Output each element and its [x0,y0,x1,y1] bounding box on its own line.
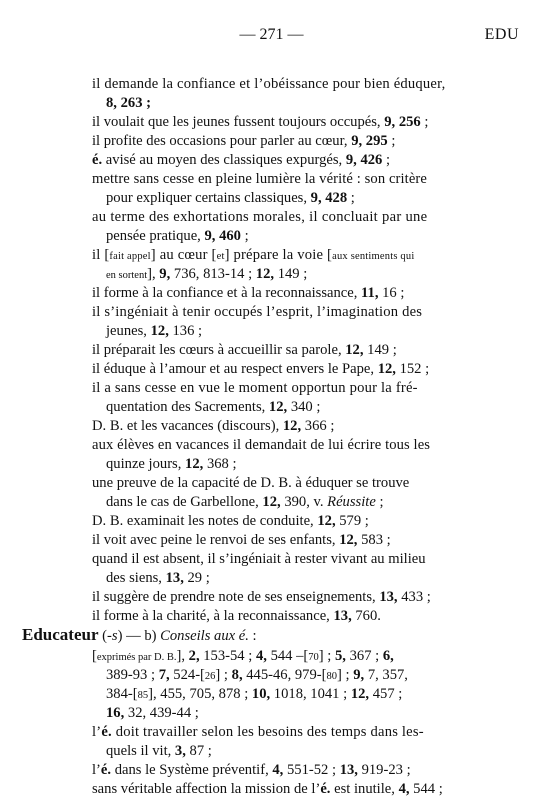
index-line: il voulait que les jeunes fussent toujours occupés, 9, 256 ; [92,114,429,130]
index-line: é. avisé au moyen des classiques expurgés, 9, 426 ; [92,152,391,168]
index-line: 16, 32, 439-44 ; [106,705,199,721]
index-line: quels il vit, 3, 87 ; [106,743,212,759]
index-line: il profite des occasions pour parler au cœur, 9, 295 ; [92,133,396,149]
index-line: [exprimés par D. B.], 2, 153-54 ; 4, 544 –[70] ; 5, 367 ; 6, [92,648,394,664]
index-line: il s’ingéniait à tenir occupés l’esprit, l’imagination des [92,304,423,320]
index-line: 389-93 ; 7, 524-[26] ; 8, 445-46, 979-[80] ; 9, 7, 357, [106,667,408,683]
index-line: en sortent], 9, 736, 813-14 ; 12, 149 ; [106,266,308,282]
index-line: D. B. examinait les notes de conduite, 12, 579 ; [92,513,369,529]
index-line: il a sans cesse en vue le moment opportun pour la fré- [92,380,418,396]
index-line: il demande la confiance et l’obéissance pour bien éduquer, [92,76,446,92]
index-line: il forme à la charité, à la reconnaissance, 13, 760. [92,608,381,624]
index-line: dans le cas de Garbellone, 12, 390, v. Réussite ; [106,494,384,510]
index-line: il forme à la confiance et à la reconnaissance, 11, 16 ; [92,285,405,301]
index-line: l’é. doit travailler selon les besoins des temps dans les- [92,724,424,740]
index-line: il suggère de prendre note de ses enseignements, 13, 433 ; [92,589,431,605]
index-line: sans véritable affection la mission de l’é. est inutile, 4, 544 ; [92,781,443,797]
index-line: D. B. et les vacances (discours), 12, 366 ; [92,418,335,434]
entry-heading: Educateur (-s) — b) Conseils aux é. : [22,625,257,644]
index-line: mettre sans cesse en pleine lumière la vérité : son critère [92,171,427,187]
index-line: 8, 263 ; [106,95,151,111]
index-line: 384-[85], 455, 705, 878 ; 10, 1018, 1041 ; 12, 457 ; [106,686,403,702]
index-line: il voit avec peine le renvoi de ses enfants, 12, 583 ; [92,532,391,548]
index-line: jeunes, 12, 136 ; [106,323,203,339]
index-line: au terme des exhortations morales, il concluait par une [92,209,428,225]
index-line: une preuve de la capacité de D. B. à éduquer se trouve [92,475,410,491]
index-line: quinze jours, 12, 368 ; [106,456,237,472]
index-line: il [fait appel] au cœur [et] prépare la voie [aux sentiments qui [92,247,415,263]
index-line: des siens, 13, 29 ; [106,570,210,586]
index-line: pour expliquer certains classiques, 9, 428 ; [106,190,355,206]
index-line: quentation des Sacrements, 12, 340 ; [106,399,321,415]
index-line: l’é. dans le Système préventif, 4, 551-52 ; 13, 919-23 ; [92,762,411,778]
index-line: quand il est absent, il s’ingéniait à rester vivant au milieu [92,551,426,567]
index-line: pensée pratique, 9, 460 ; [106,228,249,244]
page-number: — 271 — [239,26,304,43]
index-line: il préparait les cœurs à accueillir sa parole, 12, 149 ; [92,342,397,358]
index-line: aux élèves en vacances il demandait de lui écrire tous les [92,437,431,453]
running-head: EDU [484,26,519,43]
index-line: il éduque à l’amour et au respect envers le Pape, 12, 152 ; [92,361,430,377]
